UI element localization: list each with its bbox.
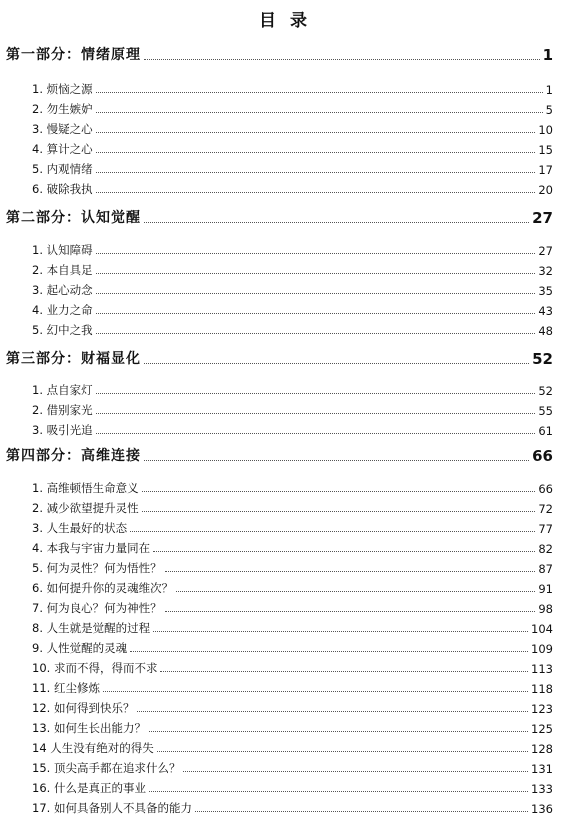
toc-entry[interactable] (0, 398, 570, 418)
entry-page-number: 87 (538, 562, 553, 576)
entry-page-number: 113 (531, 662, 553, 676)
entry-page-number: 5 (545, 103, 553, 117)
entry-label: 1. 高维顿悟生命意义 (32, 481, 139, 495)
toc-entry[interactable] (0, 278, 570, 298)
entry-page-number: 133 (531, 782, 553, 796)
entry-label: 11. 红尘修炼 (32, 681, 100, 695)
dot-leader (142, 510, 536, 512)
dot-leader (165, 610, 536, 612)
entry-label: 2. 减少欲望提升灵性 (32, 501, 139, 515)
entry-page-number: 125 (531, 722, 553, 736)
dot-leader (96, 392, 536, 394)
entry-page-number: 72 (538, 502, 553, 516)
toc-entry[interactable] (0, 596, 570, 616)
entry-label: 2. 本自具足 (32, 263, 93, 277)
dot-leader (96, 151, 536, 153)
entry-label: 1. 认知障碍 (32, 243, 93, 257)
entry-page-number: 1 (545, 83, 553, 97)
entry-page-number: 123 (531, 702, 553, 716)
dot-leader (96, 131, 536, 133)
part-page-number: 52 (532, 350, 553, 368)
toc-entry[interactable] (0, 756, 570, 776)
entry-label: 4. 业力之命 (32, 303, 93, 317)
dot-leader (153, 550, 535, 552)
toc-entry[interactable] (0, 117, 570, 137)
part-page-number: 1 (542, 46, 553, 64)
entry-label: 3. 人生最好的状态 (32, 521, 128, 535)
toc-entry[interactable] (0, 97, 570, 117)
toc-entry[interactable] (0, 476, 570, 496)
entry-label: 1. 烦恼之源 (32, 82, 93, 96)
toc-entry[interactable] (0, 716, 570, 736)
dot-leader (195, 810, 528, 812)
toc-part-4[interactable] (0, 445, 570, 465)
toc-part-2[interactable] (0, 207, 570, 227)
dot-leader (96, 292, 536, 294)
dot-leader (149, 730, 528, 732)
toc-entry[interactable] (0, 318, 570, 338)
dot-leader (130, 650, 528, 652)
entry-label: 5. 内观情绪 (32, 162, 93, 176)
part-label: 第四部分：高维连接 (6, 448, 141, 464)
dot-leader (157, 750, 528, 752)
entry-page-number: 43 (538, 304, 553, 318)
toc-entry[interactable] (0, 77, 570, 97)
toc-entry[interactable] (0, 676, 570, 696)
dot-leader (96, 91, 543, 93)
entry-page-number: 98 (538, 602, 553, 616)
toc-entry[interactable] (0, 556, 570, 576)
toc-entry[interactable] (0, 137, 570, 157)
dot-leader (160, 670, 528, 672)
dot-leader (96, 312, 536, 314)
entry-page-number: 82 (538, 542, 553, 556)
entry-page-number: 32 (538, 264, 553, 278)
entry-page-number: 15 (538, 143, 553, 157)
entry-label: 4. 算计之心 (32, 142, 93, 156)
entry-label: 3. 起心动念 (32, 283, 93, 297)
entry-label: 1. 点自家灯 (32, 383, 93, 397)
entry-label: 7. 何为良心？何为神性？ (32, 601, 162, 615)
entry-label: 13. 如何生长出能力？ (32, 721, 146, 735)
dot-leader (96, 252, 536, 254)
entry-label: 10. 求而不得，得而不求 (32, 661, 158, 675)
entry-page-number: 109 (531, 642, 553, 656)
toc-part-3[interactable] (0, 348, 570, 368)
entry-label: 2. 勿生嫉妒 (32, 102, 93, 116)
toc-entry[interactable] (0, 536, 570, 556)
entry-label: 2. 借别家光 (32, 403, 93, 417)
dot-leader (144, 459, 529, 461)
toc-entry[interactable] (0, 378, 570, 398)
toc-entry[interactable] (0, 516, 570, 536)
dot-leader (153, 630, 528, 632)
dot-leader (96, 272, 536, 274)
entry-label: 6. 破除我执 (32, 182, 93, 196)
entry-label: 3. 慢疑之心 (32, 122, 93, 136)
toc-entry[interactable] (0, 576, 570, 596)
dot-leader (165, 570, 536, 572)
toc-entry[interactable] (0, 616, 570, 636)
toc-entry[interactable] (0, 418, 570, 438)
toc-entry[interactable] (0, 238, 570, 258)
dot-leader (96, 191, 536, 193)
part-page-number: 27 (532, 209, 553, 227)
entry-label: 15. 顶尖高手都在追求什么？ (32, 761, 181, 775)
entry-page-number: 91 (538, 582, 553, 596)
entry-page-number: 48 (538, 324, 553, 338)
entry-page-number: 27 (538, 244, 553, 258)
entry-page-number: 61 (538, 424, 553, 438)
dot-leader (142, 490, 536, 492)
toc-entry[interactable] (0, 736, 570, 756)
toc-entry[interactable] (0, 298, 570, 318)
entry-page-number: 77 (538, 522, 553, 536)
dot-leader (130, 530, 535, 532)
entry-page-number: 10 (538, 123, 553, 137)
entry-page-number: 128 (531, 742, 553, 756)
part-label: 第一部分：情绪原理 (6, 47, 141, 63)
entry-label: 3. 吸引光追 (32, 423, 93, 437)
entry-label: 16. 什么是真正的事业 (32, 781, 146, 795)
entry-label: 9. 人性觉醒的灵魂 (32, 641, 128, 655)
entry-label: 8. 人生就是觉醒的过程 (32, 621, 151, 635)
dot-leader (144, 58, 540, 60)
entry-page-number: 136 (531, 802, 553, 816)
dot-leader (96, 432, 536, 434)
entry-label: 5. 幻中之我 (32, 323, 93, 337)
toc-entry[interactable] (0, 696, 570, 716)
dot-leader (144, 362, 529, 364)
dot-leader (103, 690, 528, 692)
entry-page-number: 17 (538, 163, 553, 177)
entry-page-number: 35 (538, 284, 553, 298)
dot-leader (96, 412, 536, 414)
dot-leader (137, 710, 528, 712)
entry-label: 14 人生没有绝对的得失 (32, 741, 154, 755)
toc-part-1[interactable] (0, 44, 570, 64)
toc-entry[interactable] (0, 157, 570, 177)
toc-entry[interactable] (0, 776, 570, 796)
part-page-number: 66 (532, 447, 553, 465)
dot-leader (149, 790, 528, 792)
page-title: 目 录 (259, 11, 311, 31)
entry-label: 17. 如何具备别人不具备的能力 (32, 801, 192, 815)
entry-page-number: 20 (538, 183, 553, 197)
entry-label: 4. 本我与宇宙力量同在 (32, 541, 151, 555)
entry-label: 6. 如何提升你的灵魂维次？ (32, 581, 174, 595)
toc-entry[interactable] (0, 636, 570, 656)
entry-page-number: 104 (531, 622, 553, 636)
entry-label: 12. 如何得到快乐？ (32, 701, 135, 715)
dot-leader (96, 171, 536, 173)
part-label: 第二部分：认知觉醒 (6, 210, 141, 226)
toc-entry[interactable] (0, 796, 570, 816)
part-label: 第三部分：财福显化 (6, 351, 141, 367)
entry-page-number: 66 (538, 482, 553, 496)
dot-leader (176, 590, 535, 592)
entry-page-number: 118 (531, 682, 553, 696)
entry-page-number: 55 (538, 404, 553, 418)
dot-leader (144, 221, 529, 223)
entry-page-number: 52 (538, 384, 553, 398)
toc-entry[interactable] (0, 258, 570, 278)
toc-entry[interactable] (0, 177, 570, 197)
toc-entry[interactable] (0, 656, 570, 676)
toc-entry[interactable] (0, 496, 570, 516)
dot-leader (96, 332, 536, 334)
entry-label: 5. 何为灵性？何为悟性？ (32, 561, 162, 575)
entry-page-number: 131 (531, 762, 553, 776)
dot-leader (183, 770, 528, 772)
dot-leader (96, 111, 543, 113)
